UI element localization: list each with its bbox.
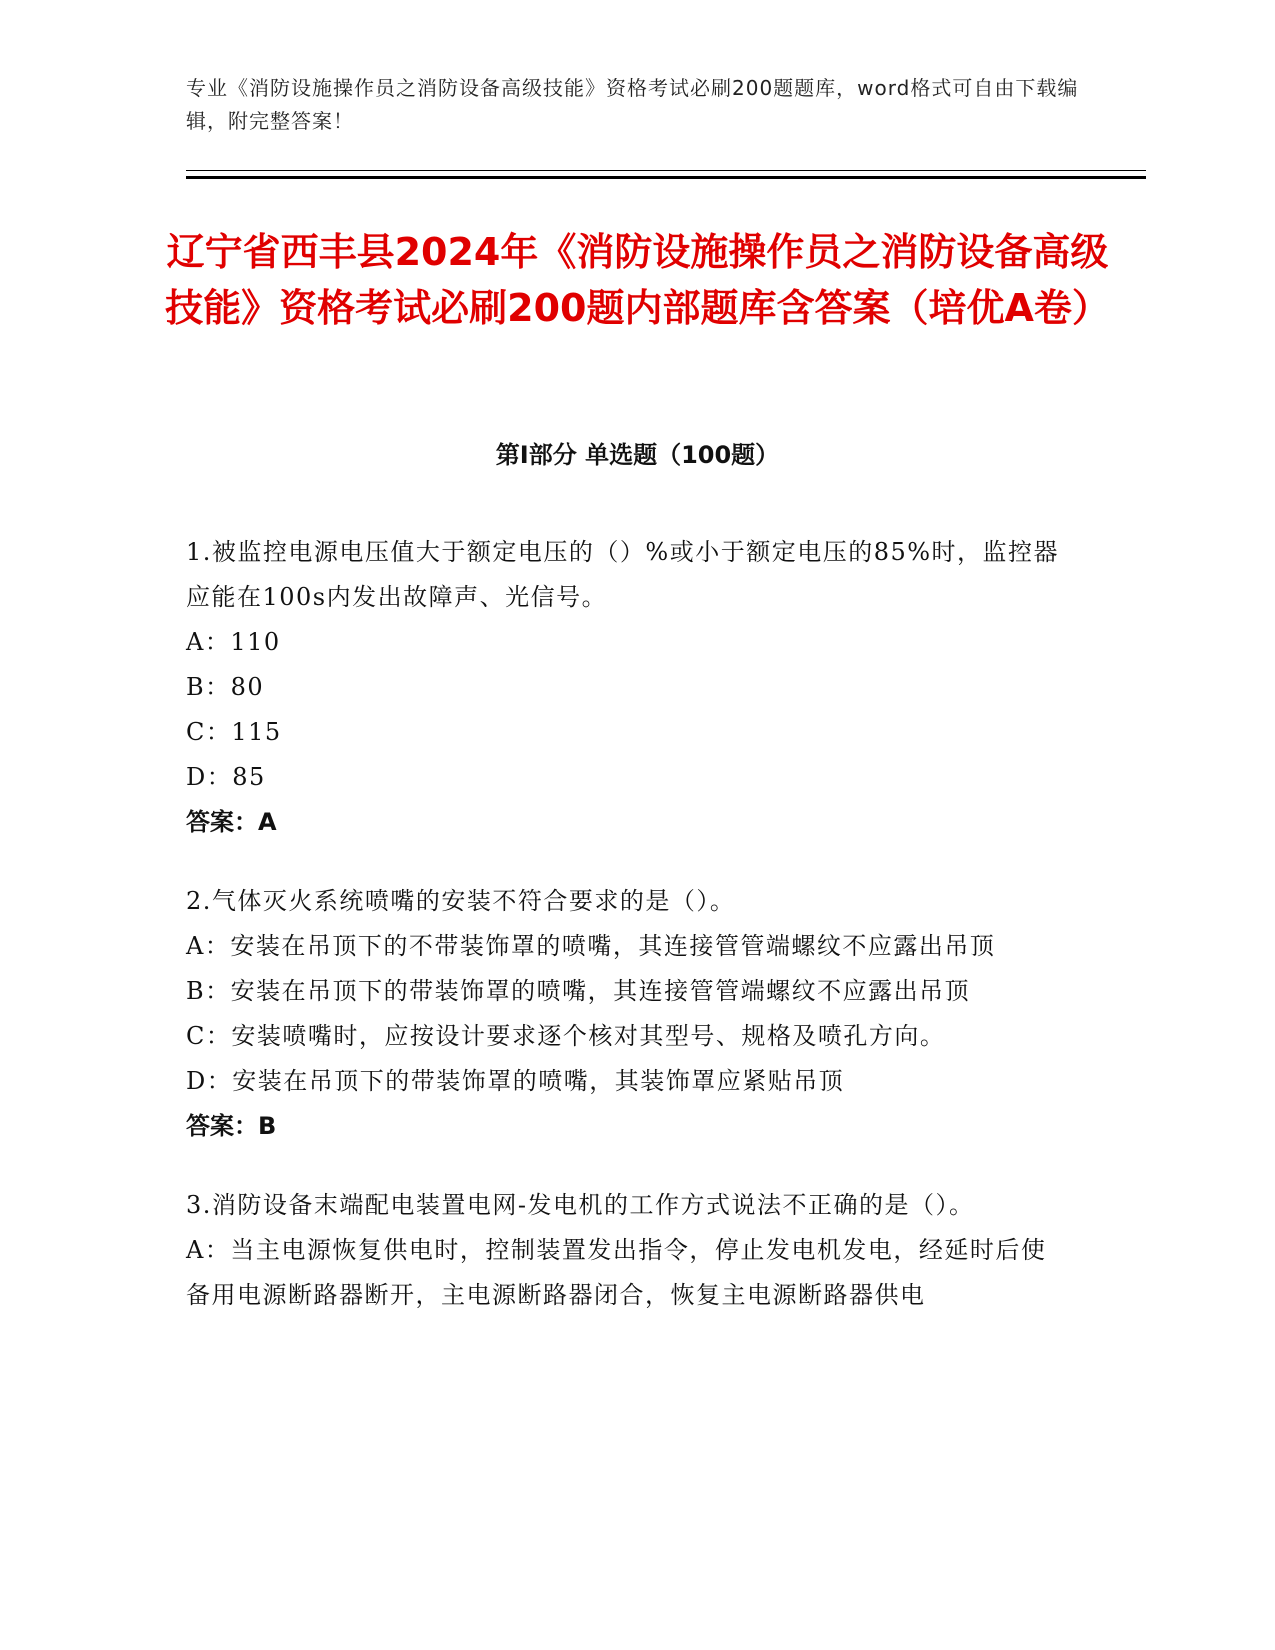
question-stem: 2.气体灭火系统喷嘴的安装不符合要求的是（）。 xyxy=(186,887,736,915)
option-b: B：80 xyxy=(186,673,265,701)
document-title: 辽宁省西丰县2024年《消防设施操作员之消防设备高级技能》资格考试必刷200题内部题库含答案（培优A卷） xyxy=(165,230,1110,330)
question-1 xyxy=(186,530,1066,845)
header-note: 专业《消防设施操作员之消防设备高级技能》资格考试必刷200题题库，word格式可自由下载编辑，附完整答案！ xyxy=(186,76,1079,133)
option-c: C：安装喷嘴时，应按设计要求逐个核对其型号、规格及喷孔方向。 xyxy=(186,1022,946,1050)
answer-label: 答案：B xyxy=(186,1112,277,1140)
option-d: D：85 xyxy=(186,763,266,791)
answer-label: 答案：A xyxy=(186,808,277,836)
option-a: A：当主电源恢复供电时，控制装置发出指令，停止发电机发电，经延时后使备用电源断路器断开，主电源断路器闭合，恢复主电源断路器供电 xyxy=(186,1236,1047,1309)
section-heading: 第I部分 单选题（100题） xyxy=(495,441,780,469)
option-b: B：安装在吊顶下的带装饰罩的喷嘴，其连接管管端螺纹不应露出吊顶 xyxy=(186,977,971,1005)
header-divider-thin xyxy=(186,170,1146,171)
question-stem: 1.被监控电源电压值大于额定电压的（）%或小于额定电压的85%时，监控器应能在100s内发出故障声、光信号。 xyxy=(186,538,1060,611)
question-stem: 3.消防设备末端配电装置电网-发电机的工作方式说法不正确的是（）。 xyxy=(186,1191,975,1219)
option-a: A：110 xyxy=(186,628,281,656)
option-d: D：安装在吊顶下的带装饰罩的喷嘴，其装饰罩应紧贴吊顶 xyxy=(186,1067,845,1095)
option-a: A：安装在吊顶下的不带装饰罩的喷嘴，其连接管管端螺纹不应露出吊顶 xyxy=(186,932,996,960)
option-c: C：115 xyxy=(186,718,282,746)
question-list xyxy=(186,530,1066,1352)
question-3 xyxy=(186,1183,1066,1318)
header-divider-thick xyxy=(186,176,1146,179)
question-2 xyxy=(186,879,1066,1149)
